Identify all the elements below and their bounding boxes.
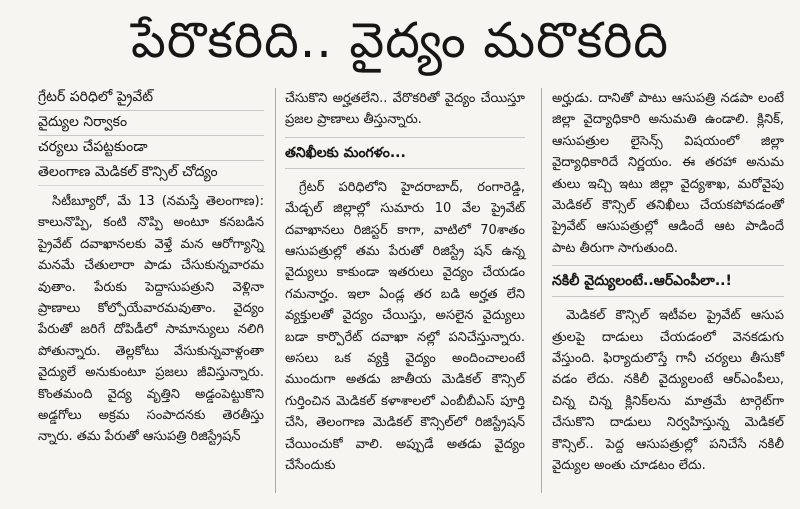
col2-paragraph: గ్రేటర్ పరిధిలోని హైదరాబాద్, రంగారెడ్డి, మేడ్చల్ జిల్లాల్లో సుమారు 10 వేల ప్రైవేట్ దవాఖానలు రిజిస్టర్ కాగా, వాటిలో 70శాతం ఆసుపత్రుల్లో తమ పేరుతో రిజిస్ట్రే షన్ ఉన్న వైద్యులు కాకుండా ఇతరులు వైద్యం చేయడం గమనార్హం. ఇలా ఏండ్ల తర బడి అర్హత లేని వ్యక్తులతో వైద్యం చేయిస్తు, అసలైన వైద్యులు బడా కార్పొరేట్ దవాఖా నల్లో పనిచేస్తున్నారు. అసలు ఒక వ్యక్తి వైద్యం అందించాలంటే ముందుగా అతడు జాతీయ మెడికల్ కౌన్సిల్ గుర్తించిన మెడికల్ కళాశాలలో ఎంబీబీఎస్ పూర్తి చేసి, తెలంగాణ మెడికల్ కౌన్సిల్‌లో రిజిస్ట్రేషన్ చేయించుకో వాలి. అప్పుడే అతడు వైద్యం చేసేందుకు [285,179,525,474]
column-3 [552,88,784,477]
deck-line-2: వైద్యుల నిర్వాకం [38,111,264,136]
column-2 [285,88,525,477]
col3-paragraph: మెడికల్ కౌన్సిల్ ఇటీవల ప్రైవేట్ ఆసుప త్రులపై దాడులు చేయడంలో వెనకడుగు వేస్తుంది. ఫిర్యాదులొస్తే గానీ చర్యలు తీసుకో వడం లేదు. నకిలీ వైద్యులంటే ఆర్‌ఎంపీలు, చిన్న చిన్న క్లినిక్‌లను మాత్రమే టార్గెట్‌గా చేసుకొని దాడులు నిర్వహిస్తున్న మెడికల్ కౌన్సిల్.. పెద్ద ఆసుపత్రుల్లో పనిచేసే నకిలీ వైద్యుల అంతు చూడటం లేదు. [552,308,784,474]
deck-line-1: గ్రేటర్ పరిధిలో ప్రైవేట్ [38,86,264,111]
deck-line-3: చర్యలు చేపట్టకుండా [38,136,264,161]
col1-paragraph: సిటీబ్యూరో, మే 13 (నమస్తే తెలంగాణ): కాలునొప్పి, కంటి నొప్పి అంటూ కనబడిన ప్రైవేట్ దవాఖానలకు వెళ్తే మన ఆరోగ్యాన్ని మనమే చేతులారా పాడు చేసుకున్నవారమ వుతాం. పేరుకు పెద్దాసుపత్రుని వెళ్లినా ప్రాణాలు కోల్పోయేవారమవుతాం. వైద్యం పేరుతో జరిగే దోపిడీలో సామాన్యులు నలిగి పోతున్నారు. తెల్లకోటు వేసుకున్నవాళ్లంతా వైద్యులే అనుకుంటూ ప్రజలు జీవిస్తున్నారు. కొంతమంది వైద్య వృత్తిని అడ్డంపెట్టుకొని అడ్డగోలు అక్రమ సంపాదనకు తెరతీస్తు న్నారు. తమ పేరుతో ఆసుపత్రి రిజిస్ట్రేషన్ [38,194,264,445]
col3-intro: అర్హుడు. దానితో పాటు ఆసుపత్రి నడపా లంటే జిల్లా వైద్యాధికారి అనుమతి ఉండాలి. క్లినిక్, ఆసుపత్రుల లైసెన్స్ విషయంలో జిల్లా వైద్యాధికారిదే నిర్ణయం. ఈ తరహా అనుమ తులు ఇచ్చి ఇటు జిల్లా వైద్యశాఖ, మరోవైపు మెడికల్ కౌన్సిల్ తనిఖీలు చేయకపోవడంతో ప్రైవేట్ ఆసుపత్రుల్లో ఆడిందే ఆట పాడిందే పాట తీరుగా సాగుతుంది. [552,91,784,256]
column-divider-1 [275,88,276,493]
headline: పేరొకరిది.. వైద్యం మరొకరిది [131,12,669,69]
deck-line-4: తెలంగాణ మెడికల్ కౌన్సిల్ చోద్యం [38,161,264,186]
col3-subhead: నకిలీ వైద్యులంటే..ఆర్‌ఎంపీలా..! [552,265,784,297]
column-divider-2 [541,88,542,493]
col2-intro: చేసుకొని అర్హతలేని.. వేరొకరితో వైద్యం చేయిస్తూ ప్రజల ప్రాణాలు తీస్తున్నారు. [285,91,525,128]
col2-subhead: తనిఖీలకు మంగళం... [285,137,525,169]
column-1 [38,86,264,448]
